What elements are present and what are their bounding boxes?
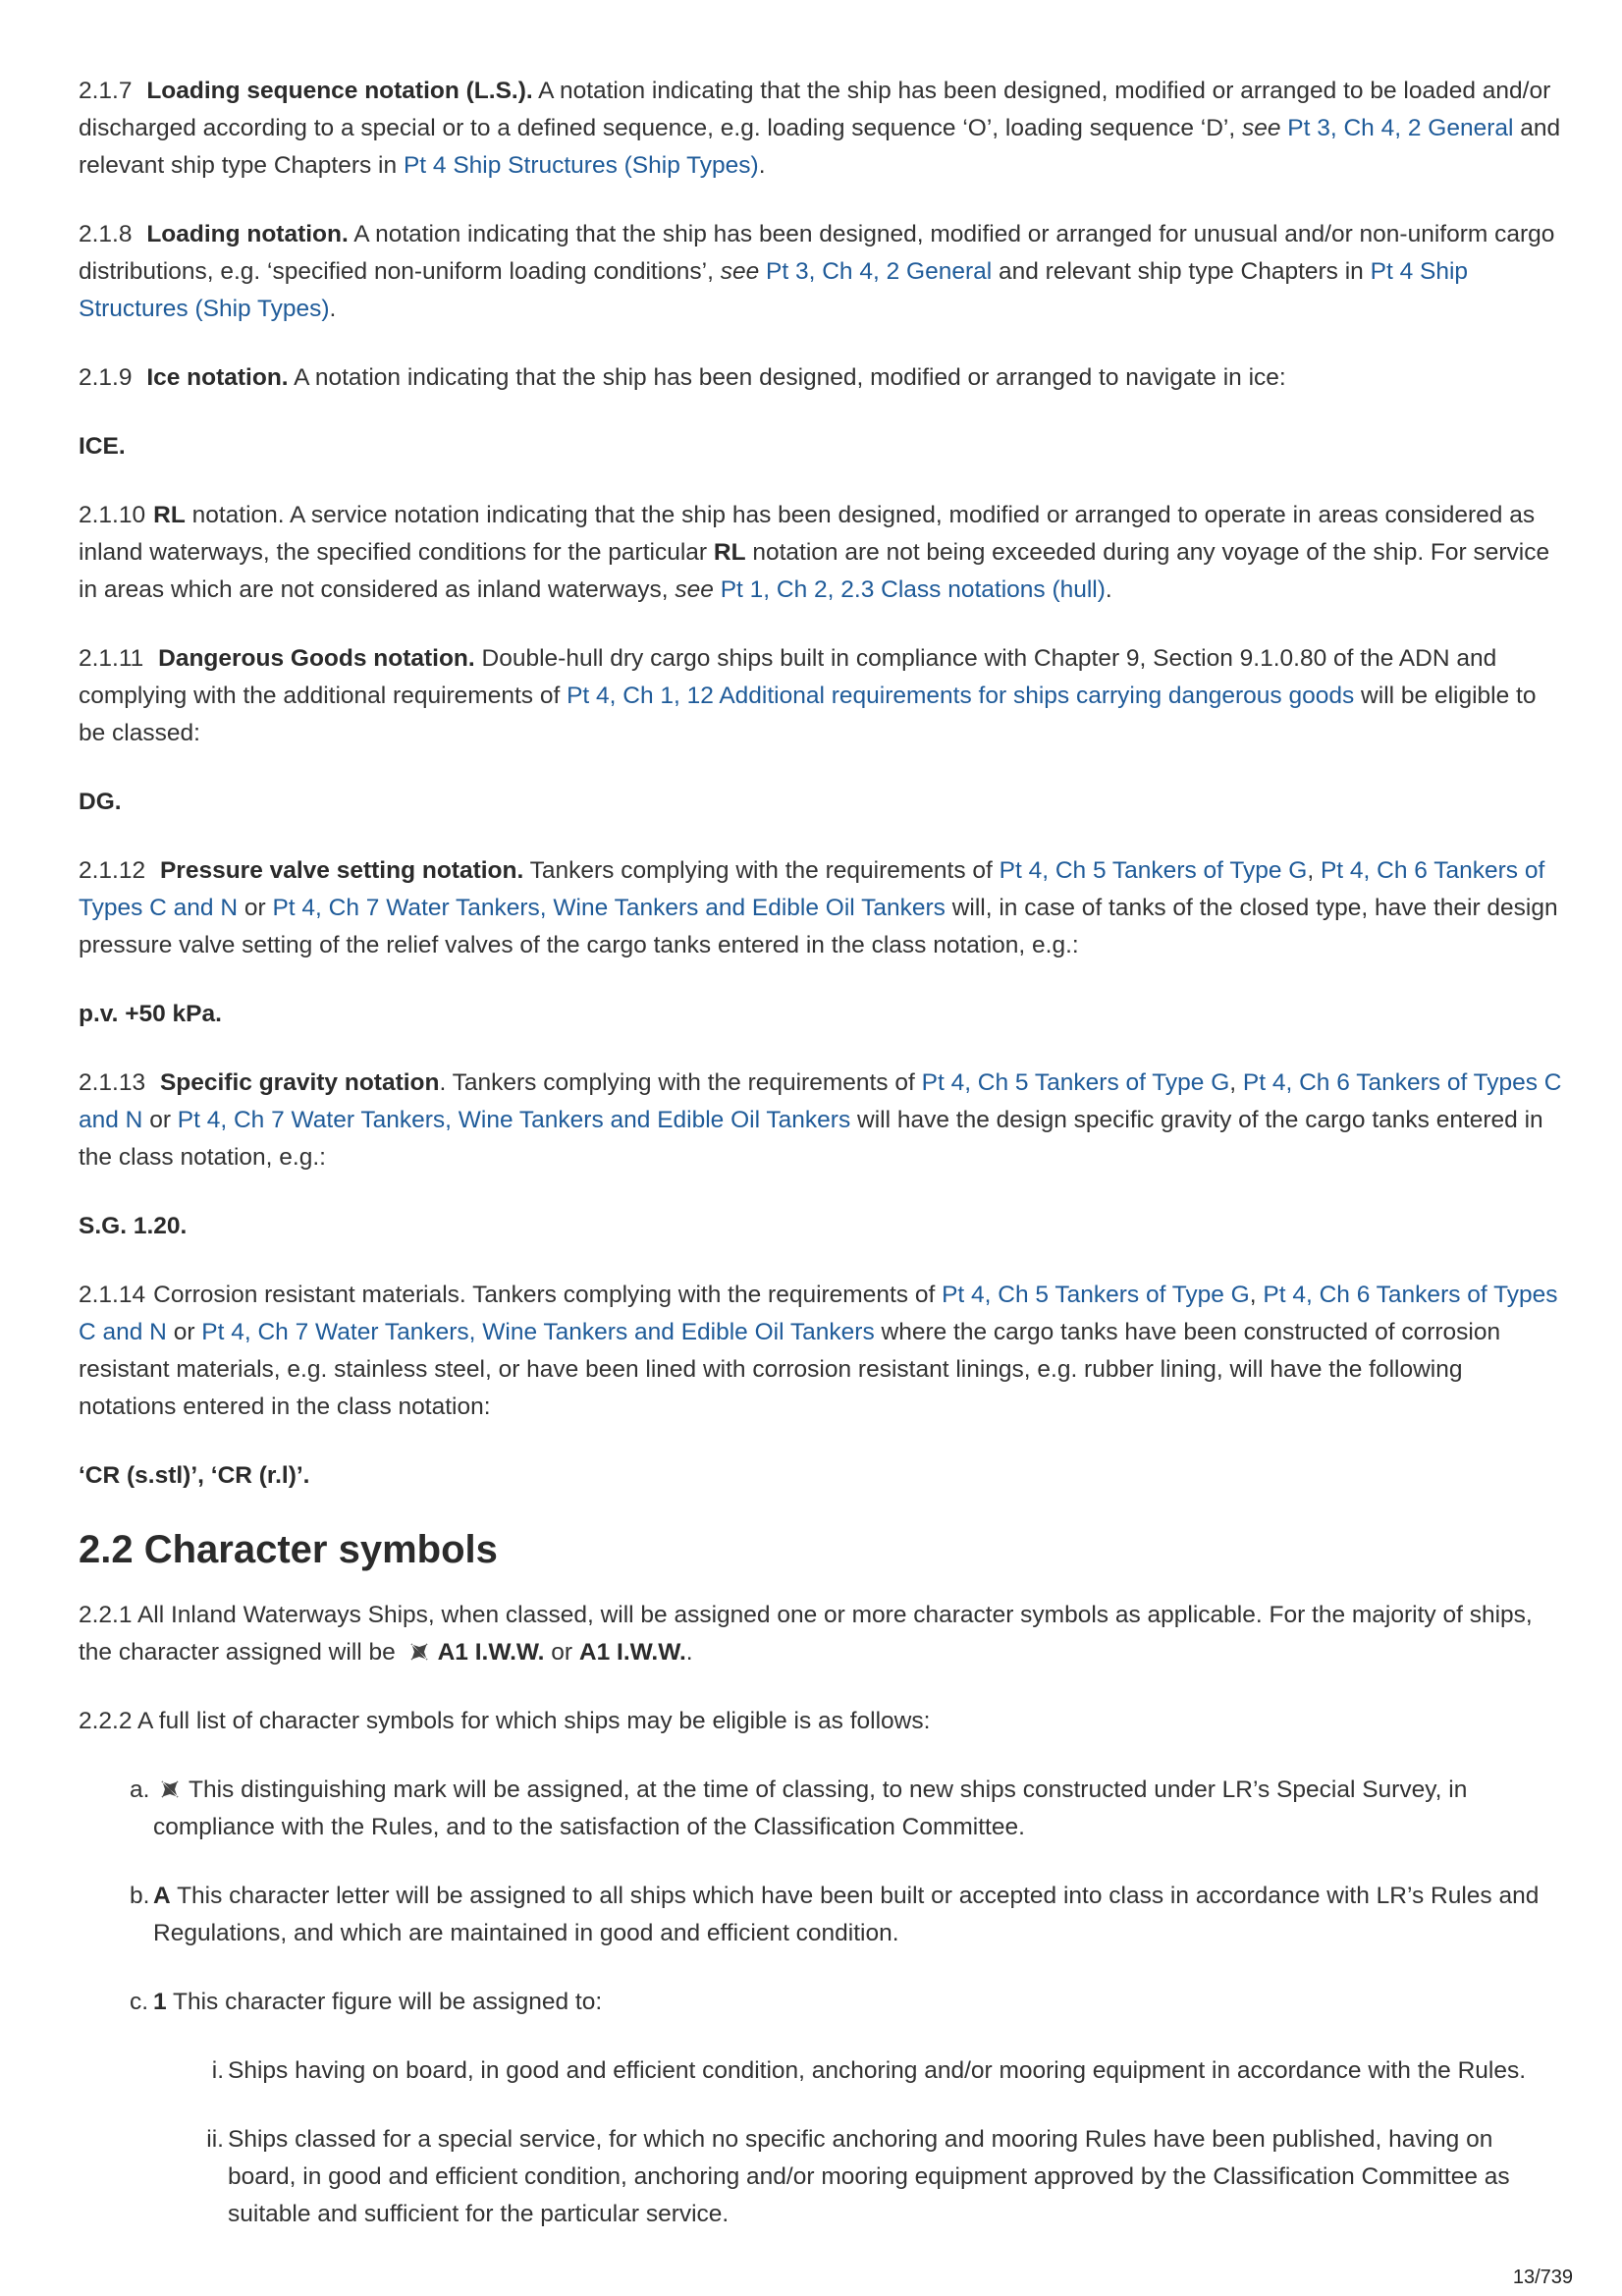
list-item-ii: ii. Ships classed for a special service, for which no specific anchoring and mooring Rules have been published, having on board, in good and efficient condition, anchoring and/or mooring equipment approved by the Classification Committee as suitable and sufficient for the particular service. (206, 2126, 1510, 2227)
maltese-cross-icon (406, 1639, 432, 1665)
clause-2-1-8: 2.1.8 Loading notation. A notation indicating that the ship has been designed, modified or arranged for unusual and/or non-uniform cargo distributions, e.g. ‘specified non-uniform loading conditions’, see Pt 3, Ch 4, 2 General and relevant ship type Chapters in Pt 4 Ship Structures (Ship Types). (79, 221, 1555, 322)
list-item-b: b. A This character letter will be assigned to all ships which have been built or accepted into class in accordance with LR’s Rules and Regulations, and which are maintained in good and efficient condition. (130, 1883, 1540, 1946)
clause-2-1-10: 2.1.10 RL notation. A service notation indicating that the ship has been designed, modified or arranged to operate in areas considered as inland waterways, the specified conditions for the particular RL notation are not being exceeded during any voyage of the ship. For service in areas which are not considered as inland waterways, see Pt 1, Ch 2, 2.3 Class notations (hull). (79, 502, 1550, 603)
link-pt4-ch5-tankers-type-g[interactable]: Pt 4, Ch 5 Tankers of Type G (921, 1069, 1230, 1096)
notation-sg: S.G. 1.20. (79, 1213, 188, 1239)
clause-title: Specific gravity notation (159, 1069, 440, 1096)
list-item-a: a. This distinguishing mark will be assigned, at the time of classing, to new ships constructed under LR’s Special Survey, in compliance with the Rules, and to the satisfaction of the Classification Committee. (130, 1777, 1468, 1840)
maltese-cross-icon (157, 1777, 183, 1802)
notation-ice: ICE. (79, 433, 126, 460)
clause-title: Dangerous Goods notation. (158, 645, 475, 672)
link-pt4-ch7-water-wine-oil-tankers[interactable]: Pt 4, Ch 7 Water Tankers, Wine Tankers and Edible Oil Tankers (201, 1319, 875, 1345)
notation-cr: ‘CR (s.stl)’, ‘CR (r.l)’. (79, 1462, 310, 1489)
notation-pv: p.v. +50 kPa. (79, 1001, 222, 1027)
clause-title: Loading notation. (146, 221, 349, 247)
link-pt4-ch7-water-wine-oil-tankers[interactable]: Pt 4, Ch 7 Water Tankers, Wine Tankers and Edible Oil Tankers (177, 1107, 851, 1133)
list-item-i: i. Ships having on board, in good and efficient condition, anchoring and/or mooring equipment in accordance with the Rules. (211, 2057, 1527, 2084)
clause-2-1-11: 2.1.11 Dangerous Goods notation. Double-hull dry cargo ships built in compliance with Chapter 9, Section 9.1.0.80 of the ADN and complying with the additional requirements of Pt 4, Ch 1, 12 Additional requirements for ships carrying dangerous goods will be eligible to be classed: (79, 645, 1537, 746)
clause-2-2-1: 2.2.1 All Inland Waterways Ships, when classed, will be assigned one or more character symbols as applicable. For the majority of ships, the character assigned will be A1 I.W.W. or A1 I.W.W.. (79, 1602, 1533, 1666)
link-pt1-ch2-2-3-class-notations[interactable]: Pt 1, Ch 2, 2.3 Class notations (hull) (720, 576, 1106, 603)
clause-2-1-14: 2.1.14 Corrosion resistant materials. Tankers complying with the requirements of Pt 4, Ch 5 Tankers of Type G, Pt 4, Ch 6 Tankers of Types C and N or Pt 4, Ch 7 Water Tankers, Wine Tankers and Edible Oil Tankers where the cargo tanks have been constructed of corrosion resistant materials, e.g. stainless steel, or have been lined with corrosion resistant linings, e.g. rubber lining, will have the following notations entered in the class notation: (79, 1282, 1558, 1420)
list-item-c: c. 1 This character figure will be assigned to: (130, 1989, 603, 2015)
notation-dg: DG. (79, 789, 122, 815)
link-pt4-ch5-tankers-type-g[interactable]: Pt 4, Ch 5 Tankers of Type G (942, 1282, 1250, 1308)
clause-title: Loading sequence notation (L.S.). (146, 78, 533, 104)
section-heading: 2.2 Character symbols (79, 1528, 498, 1571)
link-pt4-ship-structures[interactable]: Pt 4 Ship Structures (Ship Types) (79, 258, 1469, 322)
link-pt4-ch1-12-dangerous-goods[interactable]: Pt 4, Ch 1, 12 Additional requirements for ships carrying dangerous goods (567, 683, 1355, 709)
clause-title: Ice notation. (146, 364, 289, 391)
clause-title: Pressure valve setting notation. (159, 857, 524, 884)
link-pt4-ch6-tankers-types-c-n[interactable]: Pt 4, Ch 6 Tankers of Types C and N (79, 857, 1545, 921)
link-pt3-ch4-2-general[interactable]: Pt 3, Ch 4, 2 General (766, 258, 993, 285)
clause-2-1-12: 2.1.12 Pressure valve setting notation. Tankers complying with the requirements of Pt 4, Ch 5 Tankers of Type G, Pt 4, Ch 6 Tankers of Types C and N or Pt 4, Ch 7 Water Tankers, Wine Tankers and Edible Oil Tankers will, in case of tanks of the closed type, have their design pressure valve setting of the relief valves of the cargo tanks entered in the class notation, e.g.: (79, 857, 1558, 958)
link-pt4-ch7-water-wine-oil-tankers[interactable]: Pt 4, Ch 7 Water Tankers, Wine Tankers and Edible Oil Tankers (272, 895, 946, 921)
page-number: 13/739 (1512, 2267, 1573, 2288)
link-pt4-ch5-tankers-type-g[interactable]: Pt 4, Ch 5 Tankers of Type G (999, 857, 1308, 884)
clause-2-1-7: 2.1.7 Loading sequence notation (L.S.). A notation indicating that the ship has been designed, modified or arranged to be loaded and/or discharged according to a special or to a defined sequence, e.g. loading sequence ‘O’, loading sequence ‘D’, see Pt 3, Ch 4, 2 General and relevant ship type Chapters in Pt 4 Ship Structures (Ship Types). (79, 78, 1561, 179)
clause-2-1-9: 2.1.9 Ice notation. A notation indicating that the ship has been designed, modified or arranged to navigate in ice: (79, 364, 1286, 391)
link-pt4-ship-structures[interactable]: Pt 4 Ship Structures (Ship Types) (403, 152, 759, 179)
clause-2-2-2: 2.2.2 A full list of character symbols for which ships may be eligible is as follows: (79, 1708, 931, 1734)
clause-2-1-13: 2.1.13 Specific gravity notation. Tankers complying with the requirements of Pt 4, Ch 5 Tankers of Type G, Pt 4, Ch 6 Tankers of Types C and N or Pt 4, Ch 7 Water Tankers, Wine Tankers and Edible Oil Tankers will have the design specific gravity of the cargo tanks entered in the class notation, e.g.: (79, 1069, 1562, 1171)
link-pt3-ch4-2-general[interactable]: Pt 3, Ch 4, 2 General (1287, 115, 1514, 141)
link-pt4-ch6-tankers-types-c-n[interactable]: Pt 4, Ch 6 Tankers of Types C and N (79, 1069, 1562, 1133)
link-pt4-ch6-tankers-types-c-n[interactable]: Pt 4, Ch 6 Tankers of Types C and N (79, 1282, 1558, 1345)
document-body (79, 73, 1563, 2265)
